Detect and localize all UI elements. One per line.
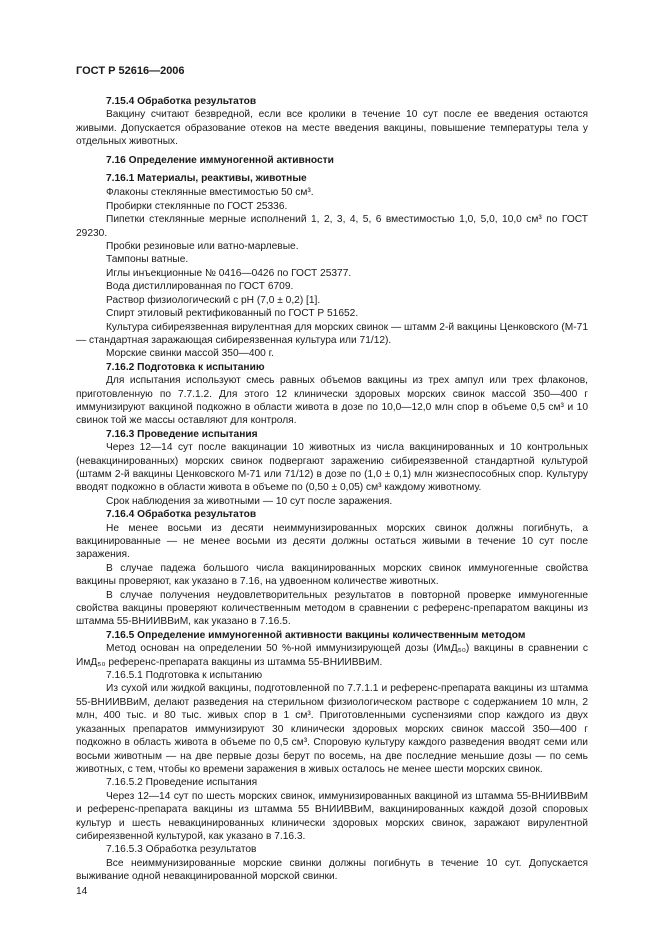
- paragraph: В случае получения неудовлетворительных результатов в повторной проверке иммуногенные свойства вакцины проверяют количественным методом в сравнении с референс-препаратом вакцины из штамма 55-ВНИИВВиМ, как указано в 7.16.5.: [76, 589, 588, 628]
- paragraph: Метод основан на определении 50 %-ной иммунизирующей дозы (ИмД₅₀) вакцины в сравнении с ИмД₅₀ референс-препарата вакцины из штамма 55-ВНИИВВиМ.: [76, 643, 588, 668]
- section-heading: 7.16.2 Подготовка к испытанию: [106, 361, 265, 373]
- paragraph: Пробирки стеклянные по ГОСТ 25336.: [106, 200, 288, 212]
- paragraph: Спирт этиловый ректификованный по ГОСТ Р 51652.: [106, 308, 359, 320]
- paragraph: Вакцину считают безвредной, если все кролики в течение 10 сут после ее введения остаются живыми. Допускается образование отеков на месте введения вакцины, повышение температуры тела у отдельных животных.: [76, 109, 588, 148]
- paragraph: Не менее восьми из десяти неиммунизированных морских свинок должны погибнуть, а вакцинированные — не менее восьми из десяти должны остаться живыми в течение 10 сут после заражения.: [76, 522, 588, 561]
- paragraph: Все неиммунизированные морские свинки должны погибнуть в течение 10 сут. Допускается выживание одной невакцинированной морской свинки.: [76, 857, 588, 883]
- paragraph: Вода дистиллированная по ГОСТ 6709.: [106, 281, 294, 293]
- paragraph: Раствор физиологический с рН (7,0 ± 0,2) [1].: [106, 294, 321, 306]
- paragraph: Через 12—14 сут после вакцинации 10 животных из числа вакцинированных и 10 контрольных (невакцинированных) морских свинок подвергают заражению сибиреязвенной стандартной культурой (штамм 2-й вакцины Ценковского М-71 или 71/12) в дозе по (1,0 ± 0,1) млн жизнеспособных спор. Культуру вводят подкожно в области живота в объеме по (0,50 ± 0,05) см³ каждому животному.: [76, 442, 588, 494]
- page-header: ГОСТ Р 52616—2006: [76, 65, 185, 77]
- body-text: [76, 95, 588, 884]
- subsection-heading: 7.16.5.1 Подготовка к испытанию: [106, 670, 263, 682]
- paragraph: Пробки резиновые или ватно-марлевые.: [106, 241, 299, 253]
- paragraph: Пипетки стеклянные мерные исполнений 1, 2, 3, 4, 5, 6 вместимостью 1,0, 5,0, 10,0 см³ по ГОСТ 29230.: [76, 214, 588, 239]
- section-heading: 7.16.3 Проведение испытания: [106, 428, 258, 440]
- paragraph: Иглы инъекционные № 0416—0426 по ГОСТ 25377.: [106, 267, 352, 279]
- subsection-heading: 7.16.5.2 Проведение испытания: [106, 777, 258, 789]
- section-heading: 7.16.4 Обработка результатов: [106, 509, 257, 521]
- paragraph: Через 12—14 сут по шесть морских свинок, иммунизированных вакциной из штамма 55-ВНИИВВиМ и референс-препарата вакцины из штамма 55 ВНИИВВиМ, вакцинированных каждой дозой споровых культур и шесть невакцинированных клинически здоровых морских свинок, заражают вирулентной сибиреязвенной культурой, как указано в 7.16.3.: [76, 790, 588, 842]
- paragraph: В случае падежа большого числа вакцинированных морских свинок иммуногенные свойства вакцины проверяют, как указано в 7.16, на удвоенном количестве животных.: [76, 562, 588, 588]
- section-heading: 7.16.1 Материалы, реактивы, животные: [106, 173, 307, 185]
- subsection-heading: 7.16.5.3 Обработка результатов: [106, 844, 257, 856]
- paragraph: Для испытания используют смесь равных объемов вакцины из трех ампул или трех флаконов, приготовленную по 7.7.1.2. Для этого 12 клинически здоровых морских свинок массой 350—400 г иммунизируют вакциной подкожно в области живота в дозе по 10,0—12,0 млн спор в объеме 0,5 см³ и 10 свинок той же массы оставляют для контроля.: [76, 375, 588, 427]
- section-heading: 7.16.5 Определение иммуногенной активности вакцины количественным методом: [106, 629, 526, 641]
- paragraph: Тампоны ватные.: [106, 254, 189, 266]
- paragraph: Срок наблюдения за животными — 10 сут после заражения.: [106, 495, 393, 507]
- section-heading: 7.16 Определение иммуногенной активности: [106, 154, 334, 166]
- paragraph: Флаконы стеклянные вместимостью 50 см³.: [106, 187, 314, 199]
- paragraph: Культура сибиреязвенная вирулентная для морских свинок — штамм 2-й вакцины Ценковского (М-71 — стандартная заражающая сибиреязвенная культура или 71/12).: [76, 321, 588, 346]
- paragraph: Из сухой или жидкой вакцины, подготовленной по 7.7.1.1 и референс-препарата вакцины из штамма 55-ВНИИВВиМ, делают разведения на стерильном физиологическом растворе с содержанием 10 млн, 2 млн, 400 тыс. и 80 тыс. живых спор в 1 см³. Приготовленными суспензиями спор каждого из двух указанных препаратов иммунизируют 30 клинически здоровых морских свинок массой 350—400 г подкожно в область живота в объеме по 0,5 см³. Споровую культуру каждого разведения вводят семи или восьми животным — на две первые дозы берут по восемь, на две последние меньшие дозы — по семь животных, с тем, чтобы ко времени заражения в живых осталось не менее шести морских свинок.: [76, 683, 588, 775]
- paragraph: Морские свинки массой 350—400 г.: [106, 348, 274, 360]
- page-number: 14: [76, 886, 88, 897]
- section-heading: 7.15.4 Обработка результатов: [106, 96, 257, 107]
